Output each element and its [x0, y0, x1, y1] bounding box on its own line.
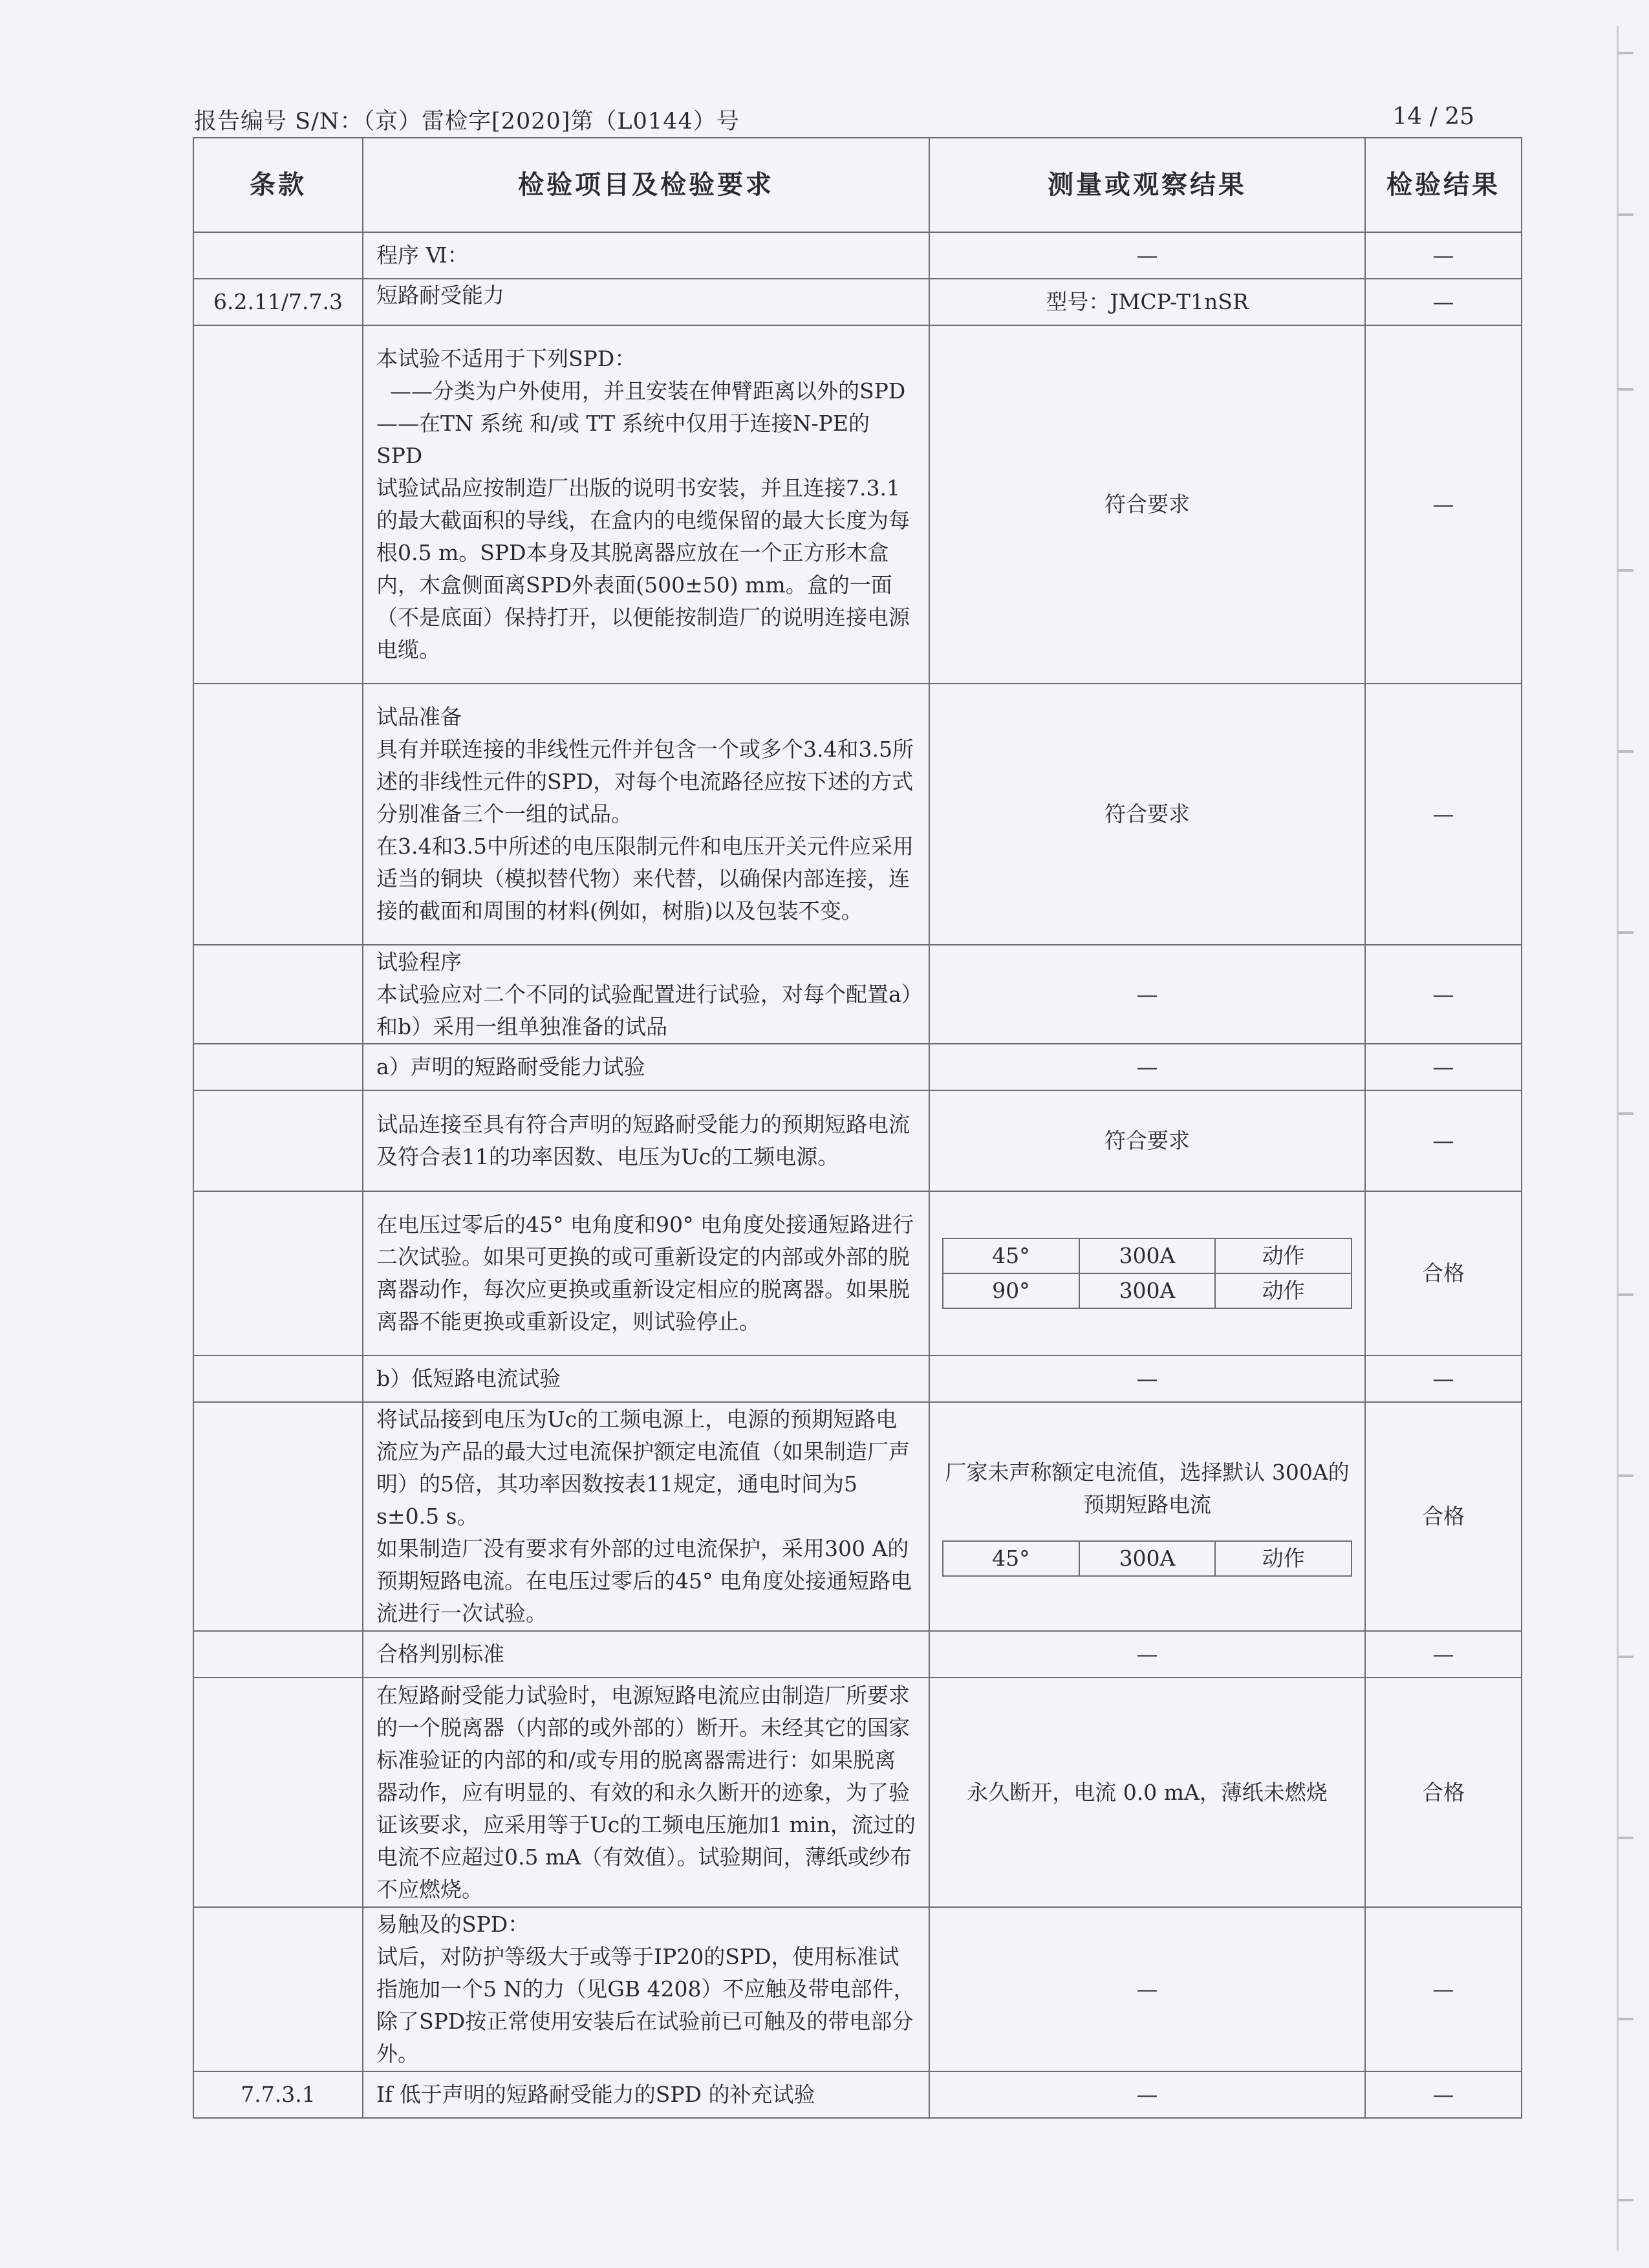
edge-mark [1618, 1837, 1633, 1839]
current-cell: 300A [1079, 1238, 1216, 1273]
requirement-text: 本试验不适用于下列SPD： ——分类为户外使用，并且安装在伸臂距离以外的SPD ——在TN 系统 和/或 TT 系统中仅用于连接N-PE的SPD 试验试品应按制造厂出版的说明书安装，并且连接7.3.1的最大截面积的导线，在盒内的电缆保留的最大长度为每根0.5 m。SPD本身及其脱离器应放在一个正方形木盒内，木盒侧面离SPD外表面(500±50) mm。盒的一面（不是底面）保持打开，以便能按制造厂的说明连接电源电缆。 [376, 346, 910, 662]
measurement-cell: — [929, 1631, 1365, 1678]
clause-cell: 7.7.3.1 [193, 2071, 363, 2118]
measurement-cell: 符合要求 [929, 1090, 1365, 1191]
clause-cell [193, 232, 363, 279]
angle-cell: 45° [943, 1238, 1079, 1273]
requirement-text: b）低短路电流试验 [376, 1366, 561, 1391]
measurement-cell: 型号：JMCP-T1nSR [929, 279, 1365, 325]
requirement-text: 试品准备 具有并联连接的非线性元件并包含一个或多个3.4和3.5所述的非线性元件的SPD，对每个电流路径应按下述的方式分别准备三个一组的试品。 在3.4和3.5中所述的电压限制元件和电压开关元件应采用适当的铜块（模拟替代物）来代替，以确保内部连接，连接的截面和周围的材料(例如，树脂)以及包装不变。 [376, 704, 914, 923]
clause-cell [193, 1907, 363, 2071]
requirement-text: 易触及的SPD： 试后，对防护等级大于或等于IP20的SPD，使用标准试指施加一个5 N的力（见GB 4208）不应触及带电部件，除了SPD按正常使用安装后在试验前已可触及的带电部分外。 [376, 1912, 915, 2066]
measurement-subtable [942, 1540, 1352, 1577]
requirement-cell [363, 1907, 929, 2071]
verdict-cell: — [1365, 325, 1522, 684]
page-header [194, 103, 1474, 136]
table-row [193, 325, 1522, 684]
requirement-text: 程序 Ⅵ： [376, 243, 469, 268]
edge-mark [1618, 750, 1633, 753]
verdict-cell: 合格 [1365, 1191, 1522, 1355]
table-row [193, 1907, 1522, 2071]
measurement-cell: 符合要求 [929, 684, 1365, 945]
table-row [193, 1191, 1522, 1355]
requirement-text: 在电压过零后的45° 电角度和90° 电角度处接通短路进行二次试验。如果可更换的或可重新设定的内部或外部的脱离器动作，每次应更换或重新设定相应的脱离器。如果脱离器不能更换或重新设定，则试验停止。 [376, 1212, 914, 1334]
requirement-cell [363, 1355, 929, 1402]
measurement-cell: — [929, 1044, 1365, 1090]
measurement-cell: 符合要求 [929, 325, 1365, 684]
measurement-note: 厂家未声称额定电流值，选择默认 300A的预期短路电流 [945, 1460, 1350, 1517]
subtable-row [943, 1238, 1352, 1273]
table-row [193, 1044, 1522, 1090]
verdict-cell: 合格 [1365, 1678, 1522, 1907]
edge-mark [1618, 1293, 1633, 1296]
verdict-cell: 合格 [1365, 1402, 1522, 1631]
measurement-cell: — [929, 1355, 1365, 1402]
requirement-text: 合格判别标准 [376, 1641, 504, 1667]
verdict-cell: — [1365, 232, 1522, 279]
angle-cell: 45° [943, 1541, 1079, 1576]
table-row [193, 232, 1522, 279]
requirement-cell [363, 1090, 929, 1191]
requirement-text: 将试品接到电压为Uc的工频电源上，电源的预期短路电流应为产品的最大过电流保护额定电流值（如果制造厂声明）的5倍，其功率因数按表11规定，通电时间为5 s±0.5 s。 如果制造厂没有要求有外部的过电流保护，采用300 A的预期短路电流。在电压过零后的45° 电角度处接通短路电流进行一次试验。 [376, 1407, 912, 1626]
requirement-cell [363, 1044, 929, 1090]
header-measurement: 测量或观察结果 [929, 138, 1365, 232]
table-row [193, 684, 1522, 945]
edge-mark [1618, 388, 1633, 391]
subtable-row [943, 1541, 1352, 1576]
edge-line [1617, 26, 1619, 2251]
clause-cell [193, 1402, 363, 1631]
measurement-cell: — [929, 2071, 1365, 2118]
report-number: 报告编号 S/N：（京）雷检字[2020]第（L0144）号 [194, 109, 740, 135]
header-verdict: 检验结果 [1365, 138, 1522, 232]
measurement-subtable [942, 1238, 1352, 1309]
verdict-cell: — [1365, 1907, 1522, 2071]
report-table [193, 137, 1522, 2119]
edge-mark [1618, 1112, 1633, 1115]
table-row [193, 945, 1522, 1044]
requirement-text: If 低于声明的短路耐受能力的SPD 的补充试验 [376, 2082, 815, 2107]
current-cell: 300A [1079, 1541, 1216, 1576]
clause-cell [193, 1355, 363, 1402]
requirement-text: 试品连接至具有符合声明的短路耐受能力的预期短路电流及符合表11的功率因数、电压为Uc的工频电源。 [376, 1112, 910, 1169]
table-row [193, 1678, 1522, 1907]
edge-mark [1618, 1474, 1633, 1477]
requirement-cell [363, 945, 929, 1044]
edge-mark [1618, 2018, 1633, 2020]
edge-mark [1618, 213, 1633, 216]
edge-mark [1618, 931, 1633, 934]
verdict-cell: — [1365, 684, 1522, 945]
table-row [193, 1402, 1522, 1631]
verdict-cell: — [1365, 279, 1522, 325]
requirement-cell [363, 2071, 929, 2118]
measurement-cell: — [929, 945, 1365, 1044]
clause-cell [193, 1090, 363, 1191]
action-cell: 动作 [1215, 1238, 1352, 1273]
action-cell: 动作 [1215, 1541, 1352, 1576]
table-row [193, 1355, 1522, 1402]
table-row [193, 1631, 1522, 1678]
header-clause: 条款 [193, 138, 363, 232]
edge-mark [1618, 1656, 1633, 1658]
requirement-text: a）声明的短路耐受能力试验 [376, 1054, 645, 1079]
clause-cell: 6.2.11/7.7.3 [193, 279, 363, 325]
edge-mark [1618, 52, 1633, 54]
requirement-cell [363, 1678, 929, 1907]
measurement-cell [929, 1191, 1365, 1355]
verdict-cell: — [1365, 1631, 1522, 1678]
requirement-text: 短路耐受能力 [376, 283, 504, 308]
requirement-text: 在短路耐受能力试验时，电源短路电流应由制造厂所要求的一个脱离器（内部的或外部的）断开。未经其它的国家标准验证的内部的和/或专用的脱离器需进行：如果脱离器动作，应有明显的、有效的和永久断开的迹象，为了验证该要求，应采用等于Uc的工频电压施加1 min，流过的电流不应超过0.5 mA（有效值）。试验期间，薄纸或纱布不应燃烧。 [376, 1682, 916, 1902]
table-row [193, 279, 1522, 325]
page-number: 14 / 25 [1392, 103, 1474, 130]
edge-mark [1618, 2199, 1633, 2201]
requirement-cell [363, 232, 929, 279]
verdict-cell: — [1365, 945, 1522, 1044]
measurement-cell [929, 1402, 1365, 1631]
angle-cell: 90° [943, 1273, 1079, 1308]
requirement-cell [363, 1631, 929, 1678]
clause-cell [193, 1678, 363, 1907]
subtable-row [943, 1273, 1352, 1308]
clause-cell [193, 684, 363, 945]
edge-mark [1618, 569, 1633, 572]
verdict-cell: — [1365, 1044, 1522, 1090]
current-cell: 300A [1079, 1273, 1216, 1308]
clause-cell [193, 1191, 363, 1355]
requirement-cell [363, 325, 929, 684]
table-row [193, 2071, 1522, 2118]
table-header-row [193, 138, 1522, 232]
requirement-cell [363, 1191, 929, 1355]
clause-cell [193, 325, 363, 684]
table-row [193, 1090, 1522, 1191]
requirement-cell [363, 279, 929, 325]
header-requirement: 检验项目及检验要求 [363, 138, 929, 232]
clause-cell [193, 945, 363, 1044]
measurement-cell: — [929, 1907, 1365, 2071]
requirement-cell [363, 684, 929, 945]
scan-edge-marks [1610, 0, 1649, 2268]
clause-cell [193, 1631, 363, 1678]
clause-cell [193, 1044, 363, 1090]
requirement-text: 试验程序 本试验应对二个不同的试验配置进行试验，对每个配置a）和b）采用一组单独准备的试品 [376, 949, 912, 1039]
verdict-cell: — [1365, 1090, 1522, 1191]
measurement-cell: — [929, 232, 1365, 279]
action-cell: 动作 [1215, 1273, 1352, 1308]
measurement-cell: 永久断开，电流 0.0 mA，薄纸未燃烧 [929, 1678, 1365, 1907]
verdict-cell: — [1365, 1355, 1522, 1402]
requirement-cell [363, 1402, 929, 1631]
verdict-cell: — [1365, 2071, 1522, 2118]
